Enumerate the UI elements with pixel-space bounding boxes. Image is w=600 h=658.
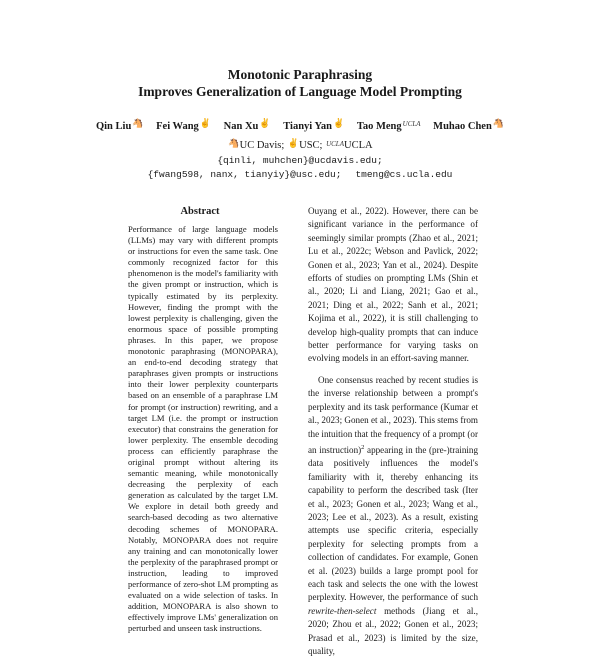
- victory-hand-icon: ✌: [199, 118, 212, 128]
- affiliation-usc: USC;: [299, 140, 323, 151]
- ucla-logo-icon: UCLA: [326, 140, 344, 148]
- victory-hand-icon: ✌: [259, 118, 271, 128]
- author: [96, 118, 144, 132]
- affiliation-uc-davis: UC Davis;: [239, 140, 285, 151]
- ucla-logo-icon: UCLA: [402, 120, 421, 128]
- paragraph-text: appearing in the (pre-)training data positively influences the model's familiarity with it, thereby enhancing its capability to perform the described task (Iter et al., 2023; Gonen et al., 2023; Wang et al., 2023; Lee et al., 2023). As a result, existing attempts use specific criteria, especially perplexity for selecting prompts from a collection of candidates. For example, Gonen et al. (2023) builds a large prompt pool for each task and selects the one with the lowest perplexity. However, the performance of such: [308, 444, 478, 603]
- paper-title-line-2: Improves Generalization of Language Model Prompting: [138, 84, 462, 99]
- affiliation-ucla: UCLA: [343, 140, 373, 151]
- victory-hand-icon: ✌: [332, 118, 345, 128]
- author-name: Nan Xu: [223, 121, 259, 132]
- footnote-marker: 2: [361, 443, 365, 451]
- author: [283, 118, 344, 132]
- abstract-heading: Abstract: [180, 206, 220, 217]
- author-name: Qin Liu: [95, 121, 132, 132]
- author: [357, 120, 421, 132]
- paragraph-text: One consensus reached by recent studies is the inverse relationship between a prompt's perplexity and its task performance (Kumar et al., 2023; Gonen et al., 2023). This stems from the intuition that the frequency of a prompt (or an instruction): [308, 374, 478, 455]
- emphasis-text: rewrite-then-select: [308, 605, 377, 616]
- paragraph: [308, 374, 478, 658]
- author-name: Muhao Chen: [433, 121, 492, 132]
- right-column: [308, 205, 478, 656]
- paragraph: Ouyang et al., 2022). However, there can be significant variance in the performance of seemingly similar prompts (Zhao et al., 2021; Lu et al., 2022c; Webson and Pavlick, 2022; Gonen et al., 2023; Yan et al., 2024). Despite efforts of studies on prompting LMs (Shin et al., 2020; Li and Liang, 2021; Gao et al., 2021; Ding et al., 2022; Sanh et al., 2021; Kojima et al., 2022), it is still challenging to develop high-quality prompts that can induce better performance for varying tasks on evolving models in an effort-saving manner.: [308, 206, 478, 364]
- author-name: Tao Meng: [356, 121, 402, 132]
- horse-icon: 🐴: [228, 138, 240, 148]
- paper-title-line-1: Monotonic Paraphrasing: [227, 67, 373, 82]
- author-name: Fei Wang: [156, 121, 199, 132]
- affiliations: [0, 138, 600, 151]
- victory-hand-icon: ✌: [287, 138, 300, 148]
- abstract-body: Performance of large language models (LLMs) may vary with different prompts or instructions for even the same task. One commonly recognized factor for this phenomenon is the model's familiarity with the given prompt or instruction, which is typically estimated by its perplexity. However, finding the prompt with the lowest perplexity is challenging, given the enormous space of possible prompting phrases. In this paper, we propose monotonic paraphrasing (MONOPARA), an end-to-end decoding strategy that paraphrases given prompts or instructions into their lower perplexity counterparts based on an ensemble of a paraphrase LM for prompt (or instruction) rewriting, and a target LM (i.e. the prompt or instruction executor) that constrains the generation for lower perplexity. The ensemble decoding process can efficiently paraphrase the original prompt without altering its semantic meaning, while monotonically decreasing the perplexity of each generation as calculated by the target LM. We explore in detail both greedy and search-based decoding as two alternative decoding schemes of MONOPARA. Notably, MONOPARA does not require any training and can monotonically lower the perplexity of the paraphrased prompt or instruction, leading to improved performance of zero-shot LM prompting as evaluated on a wide selection of tasks. In addition, MONOPARA is also shown to effectively improve LMs' generalization on perturbed and unseen task instructions.: [128, 224, 278, 634]
- email-usc: {fwang598, nanx, tianyiy}@usc.edu;: [147, 169, 342, 180]
- horse-icon: 🐴: [492, 118, 505, 128]
- author-list: [0, 118, 600, 132]
- author: [433, 118, 504, 132]
- author: [224, 118, 271, 132]
- author: [156, 118, 211, 132]
- horse-icon: 🐴: [132, 118, 144, 128]
- email-ucla: tmeng@cs.ucla.edu: [355, 169, 453, 180]
- author-name: Tianyi Yan: [283, 121, 332, 132]
- email-line-1: {qinli, muhchen}@ucdavis.edu;: [217, 155, 383, 166]
- paragraph-text: methods (Jiang et al., 2020; Zhou et al., 2022; Gonen et al., 2023; Prasad et al., 2023) is limited by the size, quality,: [308, 605, 478, 656]
- email-line-2: [0, 169, 600, 180]
